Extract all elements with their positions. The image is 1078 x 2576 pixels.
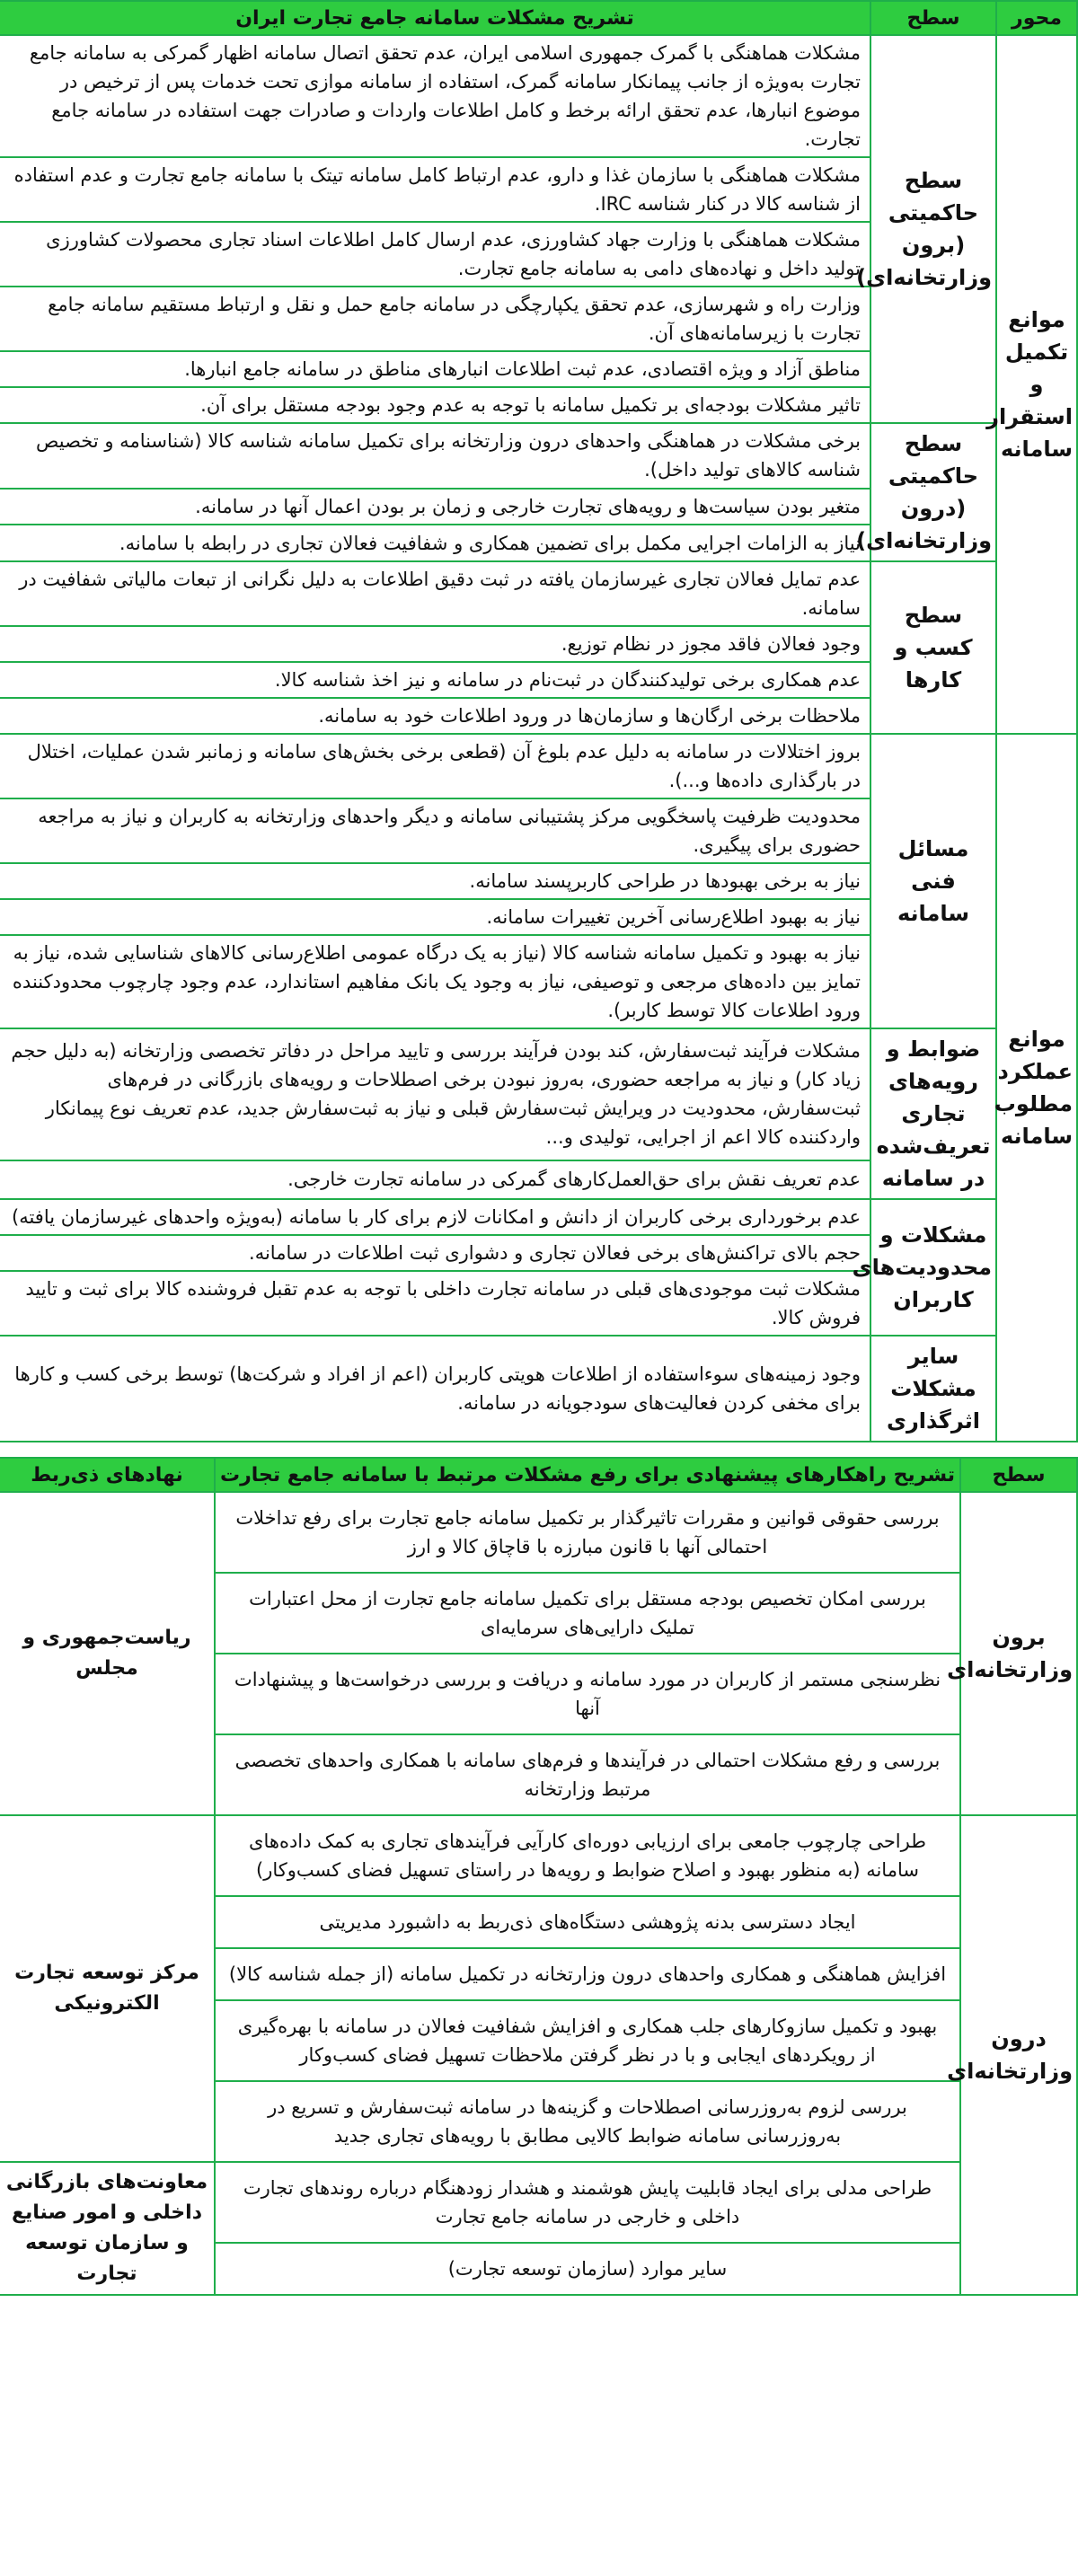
level-cell: سطح حاکمیتی (برون وزارتخانه‌ای) — [870, 35, 996, 423]
level-cell: مسائل فنی سامانه — [870, 734, 996, 1028]
level-cell: سایر مشکلات اثرگذاری — [870, 1336, 996, 1442]
problem-cell: عدم تعریف نقش برای حق‌العمل‌کارهای گمرکی در سامانه تجارت خارجی. — [0, 1160, 870, 1199]
solution-cell: نظرسنجی مستمر از کاربران در مورد سامانه و دریافت و بررسی درخواست‌ها و پیشنهادات آنها — [215, 1654, 960, 1734]
solution-cell: افزایش هماهنگی و همکاری واحدهای درون وزارتخانه در تکمیل سامانه (از جمله شناسه کالا) — [215, 1948, 960, 2000]
problem-cell: حجم بالای تراکنش‌های برخی فعالان تجاری و دشواری ثبت اطلاعات در سامانه. — [0, 1235, 870, 1271]
problem-cell: مشکلات هماهنگی با گمرک جمهوری اسلامی ایران، عدم تحقق اتصال سامانه اظهار گمرکی به سامانه جامع تجارت به‌ویژه از جانب پیمانکار سامانه گمرک، استفاده از سامانه موازی تحت خدمات پس از ترخیص در موضوع انبارها، عدم تحقق ارائه برخط و کامل اطلاعات واردات و صادرات جهت استفاده در سامانه جامع تجارت. — [0, 35, 870, 157]
problem-cell: برخی مشکلات در هماهنگی واحدهای درون وزارتخانه برای تکمیل سامانه شناسه کالا (شناسنامه و تخصیص شناسه کالاهای تولید داخل). — [0, 423, 870, 489]
problem-cell: متغیر بودن سیاست‌ها و رویه‌های تجارت خارجی و زمان بر بودن اعمال آنها در سامانه. — [0, 489, 870, 525]
table-row — [0, 1492, 1077, 1573]
table-row — [0, 35, 1077, 157]
axis-cell: موانع عملکرد مطلوب سامانه — [996, 734, 1077, 1442]
level-cell: سطح کسب و کارها — [870, 561, 996, 734]
header-level: سطح — [870, 1, 996, 35]
table-row — [0, 1815, 1077, 1896]
problem-cell: وزارت راه و شهرسازی، عدم تحقق یکپارچگی در سامانه جامع حمل و نقل و ارتباط مستقیم سامانه جامع تجارت با زیرسامانه‌های آن. — [0, 287, 870, 351]
solution-cell: بررسی حقوقی قوانین و مقررات تاثیرگذار بر تکمیل سامانه جامع تجارت برای رفع تداخلات احتمالی آنها با قانون مبارزه با قاچاق کالا و ارز — [215, 1492, 960, 1573]
axis-cell: موانع تکمیل و استقرار سامانه — [996, 35, 1077, 734]
problem-cell: وجود فعالان فاقد مجوز در نظام توزیع. — [0, 626, 870, 662]
solution-cell: بررسی لزوم به‌روزرسانی اصطلاحات و گزینه‌ها در سامانه ثبت‌سفارش و تسریع در به‌روزرسانی سامانه ضوابط کالایی مطابق با رویه‌های تجاری جدید — [215, 2081, 960, 2162]
solution-cell: بهبود و تکمیل سازوکارهای جلب همکاری و افزایش شفافیت فعالان در سامانه با بهره‌گیری از رویکردهای ایجابی و با در نظر گرفتن ملاحظات تسهیل فضای کسب‌وکار — [215, 2000, 960, 2081]
table-row — [0, 1199, 1077, 1235]
problem-cell: مشکلات فرآیند ثبت‌سفارش، کند بودن فرآیند بررسی و تایید مراحل در دفاتر تخصصی وزارتخانه (به دلیل حجم زیاد کار) و نیاز به مراجعه حضوری، به‌روز نبودن برخی اصطلاحات و رویه‌های بازرگانی در فرم‌های ثبت‌سفارش، محدودیت در ویرایش ثبت‌سفارش قبلی و نیاز به ثبت‌سفارش جدید، عدم تعریف نوع پیمانکار واردکننده کالا اعم از اجرایی، تولیدی و... — [0, 1028, 870, 1160]
organization-cell: ریاست‌جمهوری و مجلس — [0, 1492, 215, 1815]
level-cell: سطح حاکمیتی (درون وزارتخانه‌ای) — [870, 423, 996, 561]
header-description: تشریح مشکلات سامانه جامع تجارت ایران — [0, 1, 870, 35]
table-row — [0, 561, 1077, 626]
table-row — [0, 423, 1077, 489]
solution-cell: سایر موارد (سازمان توسعه تجارت) — [215, 2243, 960, 2295]
solution-cell: طراحی مدلی برای ایجاد قابلیت پایش هوشمند و هشدار زودهنگام درباره روندهای تجارت داخلی و خارجی در سامانه جامع تجارت — [215, 2162, 960, 2243]
table-row — [0, 2162, 1077, 2243]
solution-cell: بررسی امکان تخصیص بودجه مستقل برای تکمیل سامانه جامع تجارت از محل اعتبارات تملیک دارایی‌های سرمایه‌ای — [215, 1573, 960, 1654]
solutions-table — [0, 1457, 1078, 2296]
problem-cell: ملاحظات برخی ارگان‌ها و سازمان‌ها در ورود اطلاعات خود به سامانه. — [0, 698, 870, 734]
level-cell: ضوابط و رویه‌های تجاری تعریف‌شده در سامانه — [870, 1028, 996, 1199]
level-cell: مشکلات و محدودیت‌های کاربران — [870, 1199, 996, 1336]
organization-cell: مرکز توسعه تجارت الکترونیکی — [0, 1815, 215, 2162]
table-row — [0, 1336, 1077, 1442]
table-row — [0, 734, 1077, 798]
solutions-header-row — [0, 1458, 1077, 1492]
problem-cell: نیاز به الزامات اجرایی مکمل برای تضمین همکاری و شفافیت فعالان تجاری در رابطه با سامانه. — [0, 525, 870, 561]
problem-cell: عدم برخورداری برخی کاربران از دانش و امکانات لازم برای کار با سامانه (به‌ویژه واحدهای غیرسازمان یافته) — [0, 1199, 870, 1235]
table-row — [0, 1028, 1077, 1160]
problem-cell: مشکلات ثبت موجودی‌های قبلی در سامانه تجارت داخلی با توجه به عدم تقبل فروشنده کالا برای ثبت و تایید فروش کالا. — [0, 1271, 870, 1336]
problem-cell: عدم تمایل فعالان تجاری غیرسازمان یافته در ثبت دقیق اطلاعات به دلیل نگرانی از تبعات مالیاتی شفافیت در سامانه. — [0, 561, 870, 626]
header-axis: محور — [996, 1, 1077, 35]
organization-cell: معاونت‌های بازرگانی داخلی و امور صنایع و سازمان توسعه تجارت — [0, 2162, 215, 2295]
problem-cell: تاثیر مشکلات بودجه‌ای بر تکمیل سامانه با توجه به عدم وجود بودجه مستقل برای آن. — [0, 387, 870, 423]
header-level: سطح — [960, 1458, 1077, 1492]
problem-cell: نیاز به بهبود و تکمیل سامانه شناسه کالا (نیاز به یک درگاه عمومی اطلاع‌رسانی کالاهای شناسایی شده، نیاز به تمایز بین داده‌های مرجعی و توصیفی، نیاز به وجود یک بانک مفاهیم استاندارد، عدم وجود چارچوب محدودکننده ورود اطلاعات کالا توسط کاربر). — [0, 935, 870, 1028]
solution-cell: بررسی و رفع مشکلات احتمالی در فرآیندها و فرم‌های سامانه با همکاری واحدهای تخصصی مرتبط وزارتخانه — [215, 1734, 960, 1815]
problems-header-row — [0, 1, 1077, 35]
problem-cell: نیاز به بهبود اطلاع‌رسانی آخرین تغییرات سامانه. — [0, 899, 870, 935]
problem-cell: عدم همکاری برخی تولیدکنندگان در ثبت‌نام در سامانه و نیز اخذ شناسه کالا. — [0, 662, 870, 698]
level-cell: درون وزارتخانه‌ای — [960, 1815, 1077, 2295]
problem-cell: مناطق آزاد و ویژه اقتصادی، عدم ثبت اطلاعات انبارهای مناطق در سامانه جامع انبارها. — [0, 351, 870, 387]
level-cell: برون وزارتخانه‌ای — [960, 1492, 1077, 1815]
problem-cell: مشکلات هماهنگی با وزارت جهاد کشاورزی، عدم ارسال کامل اطلاعات اسناد تجاری محصولات کشاورزی تولید داخل و نهاده‌های دامی به سامانه جامع تجارت. — [0, 222, 870, 287]
header-organizations: نهادهای ذی‌ربط — [0, 1458, 215, 1492]
solution-cell: ایجاد دسترسی بدنه پژوهشی دستگاه‌های ذی‌ربط به داشبورد مدیریتی — [215, 1896, 960, 1948]
problem-cell: بروز اختلالات در سامانه به دلیل عدم بلوغ آن (قطعی برخی بخش‌های سامانه و زمانبر شدن عملیات، اختلال در بارگذاری داده‌ها و...). — [0, 734, 870, 798]
problem-cell: نیاز به برخی بهبودها در طراحی کاربرپسند سامانه. — [0, 863, 870, 899]
table-gap — [0, 1442, 1078, 1457]
problem-cell: مشکلات هماهنگی با سازمان غذا و دارو، عدم ارتباط کامل سامانه تیتک با سامانه جامع تجارت و عدم استفاده از شناسه کالا در کنار شناسه IRC. — [0, 157, 870, 222]
solution-cell: طراحی چارچوب جامعی برای ارزیابی دوره‌ای کارآیی فرآیندهای تجاری به کمک داده‌های سامانه (به منظور بهبود و اصلاح ضوابط و رویه‌ها در راستای تسهیل فضای کسب‌وکار) — [215, 1815, 960, 1896]
header-description: تشریح راهکارهای پیشنهادی برای رفع مشکلات مرتبط با سامانه جامع تجارت — [215, 1458, 960, 1492]
problem-cell: محدودیت ظرفیت پاسخگویی مرکز پشتیبانی سامانه و دیگر واحدهای وزارتخانه به کاربران و نیاز به مراجعه حضوری برای پیگیری. — [0, 798, 870, 863]
problem-cell: وجود زمینه‌های سوءاستفاده از اطلاعات هویتی کاربران (اعم از افراد و شرکت‌ها) توسط برخی کسب و کارها برای مخفی کردن فعالیت‌های سودجویانه در سامانه. — [0, 1336, 870, 1442]
